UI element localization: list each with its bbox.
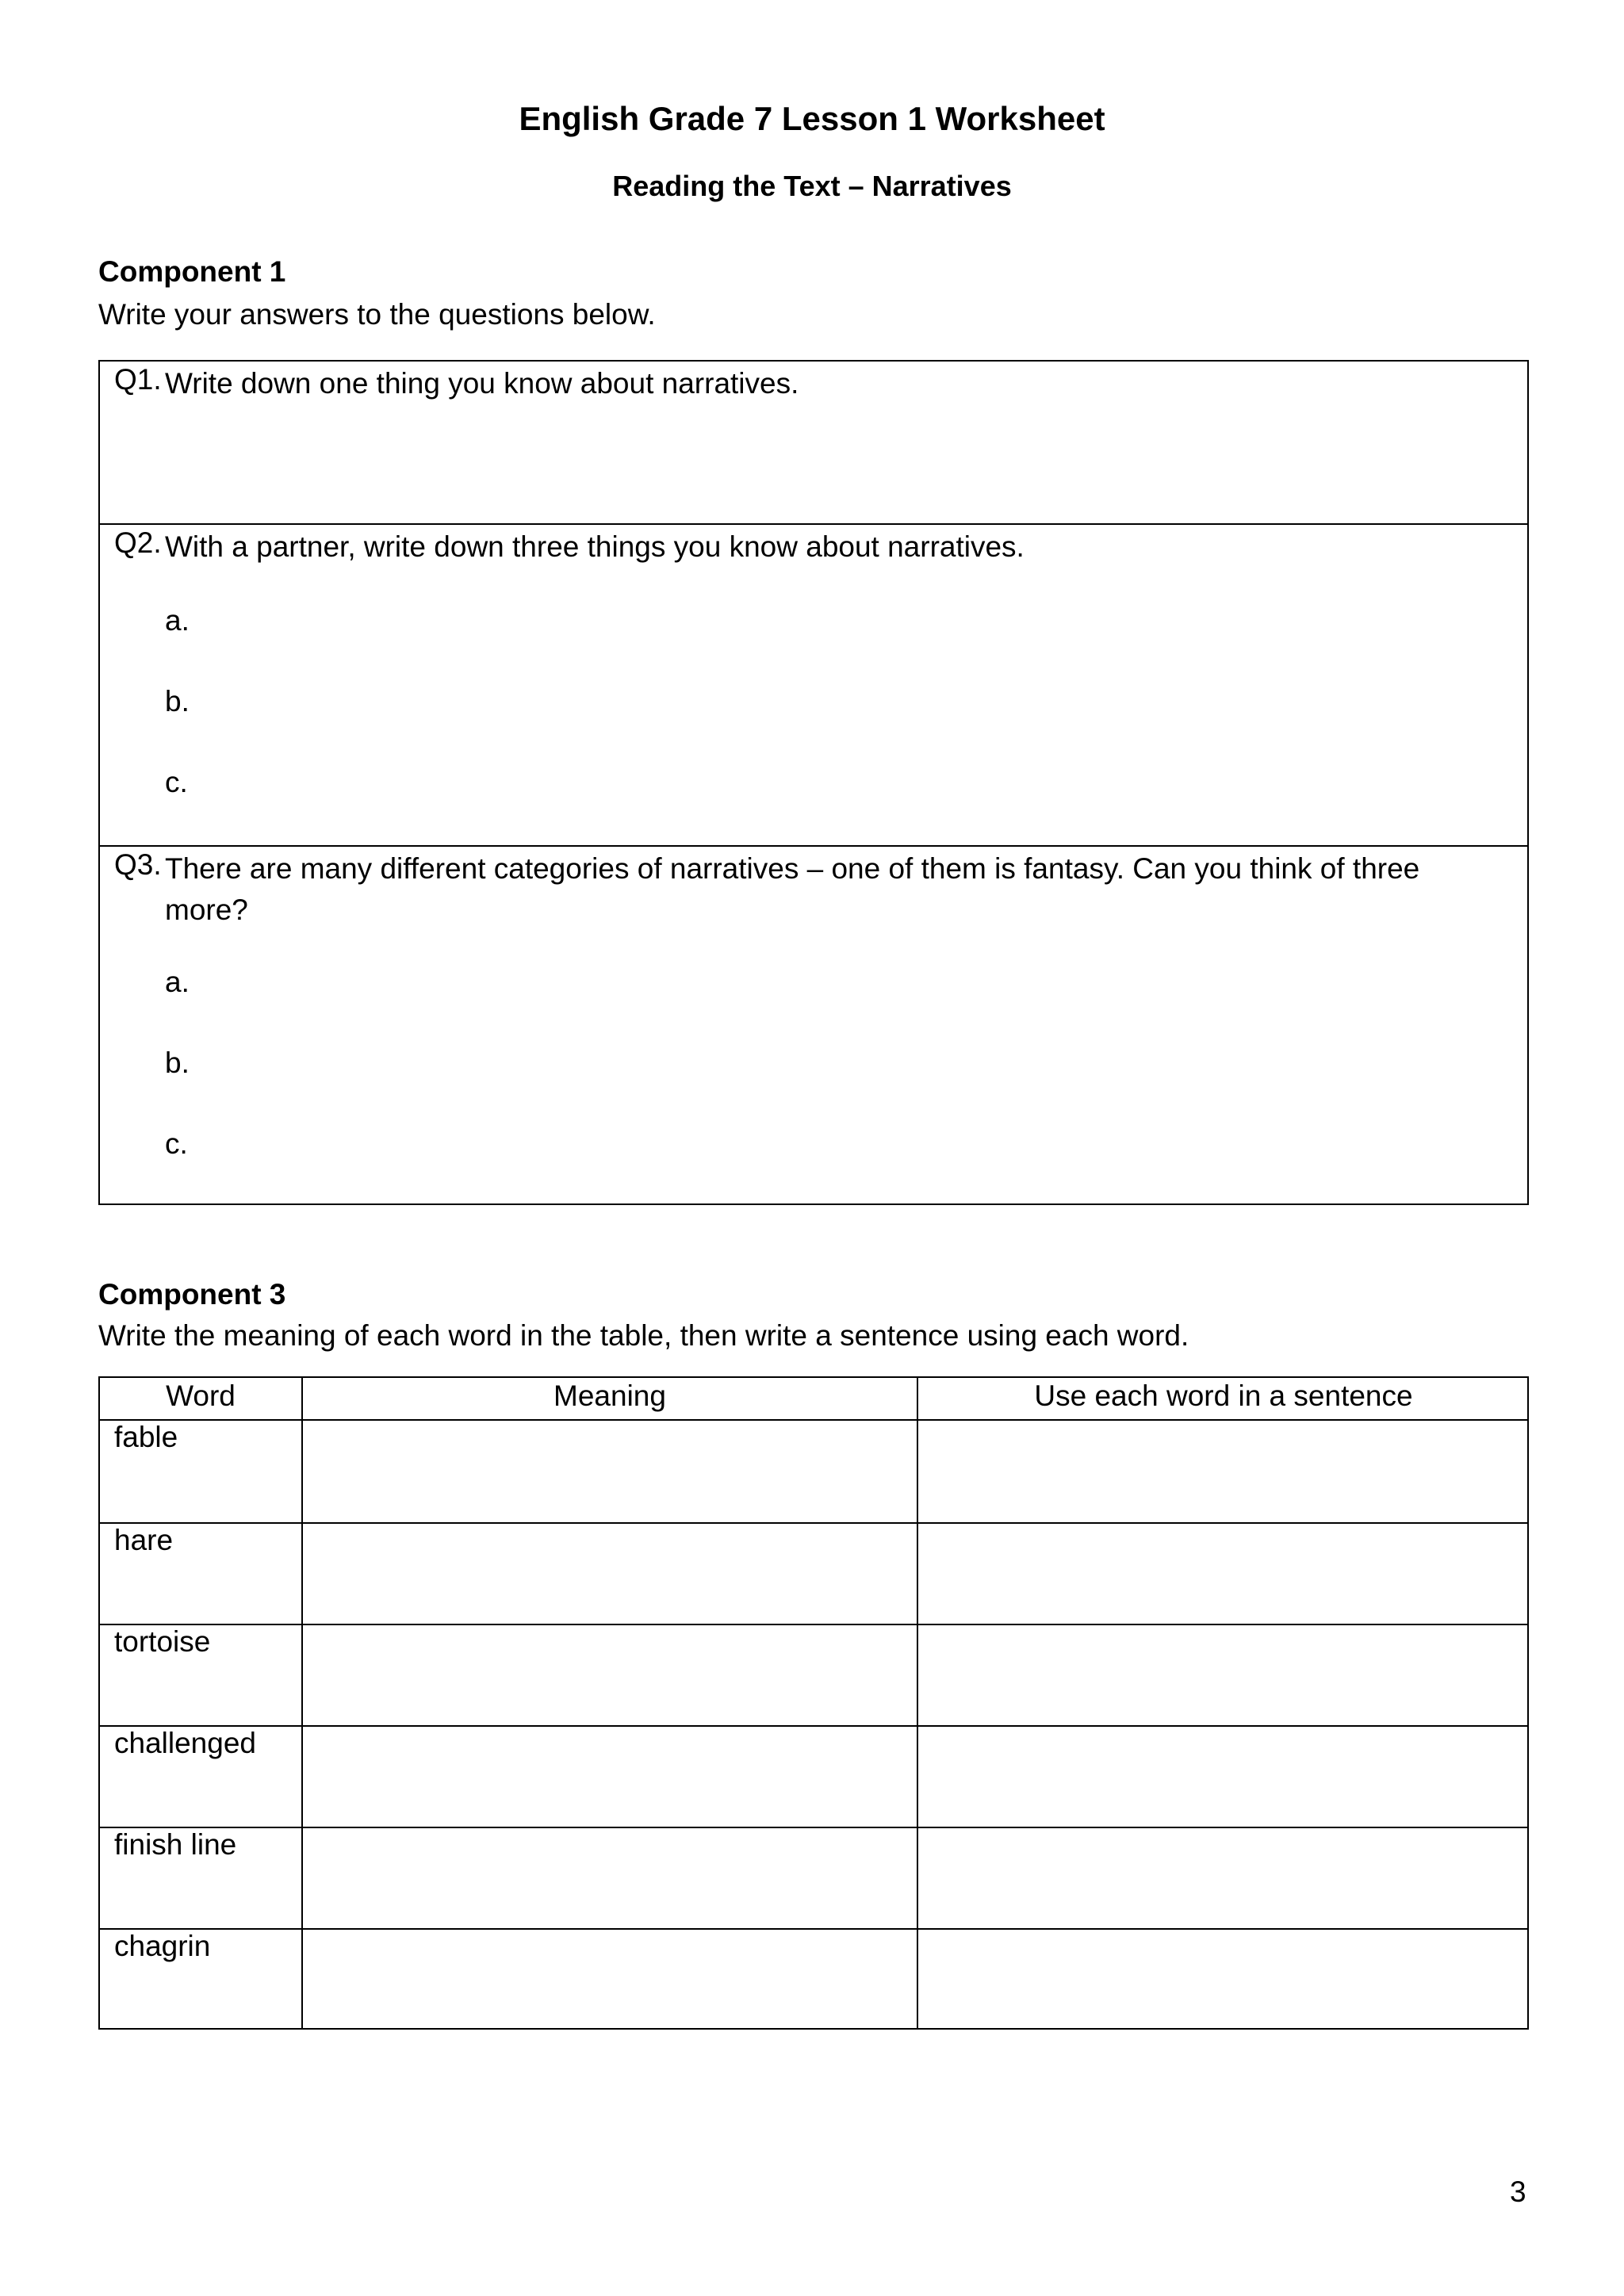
column-divider <box>301 1378 303 2028</box>
row-divider <box>100 1522 1527 1524</box>
answer-option-b: b. <box>165 685 190 718</box>
column-header-word: Word <box>166 1380 236 1412</box>
component-1-instruction: Write your answers to the questions below. <box>98 298 656 331</box>
row-divider <box>100 1624 1527 1625</box>
answer-option-a: a. <box>165 966 190 998</box>
column-header-sentence: Use each word in a sentence <box>1034 1380 1413 1412</box>
question-3-cell[interactable] <box>100 845 1527 1205</box>
answer-option-c: c. <box>165 766 188 798</box>
question-text: There are many different categories of narratives – one of them is fantasy. Can you think of three more? <box>165 852 1420 926</box>
row-divider <box>100 1725 1527 1727</box>
component-3-instruction: Write the meaning of each word in the table, then write a sentence using each word. <box>98 1319 1189 1352</box>
table-row-word: fable <box>114 1421 178 1453</box>
page-number: 3 <box>1510 2175 1526 2208</box>
vocabulary-table <box>98 1376 1529 2030</box>
column-header-meaning: Meaning <box>553 1380 666 1412</box>
question-2-cell[interactable] <box>100 523 1527 845</box>
table-row-word: chagrin <box>114 1930 211 1962</box>
page-subtitle: Reading the Text – Narratives <box>612 170 1012 202</box>
question-text: Write down one thing you know about narratives. <box>165 367 799 400</box>
question-label: Q2. <box>114 526 162 559</box>
table-row-word: hare <box>114 1524 174 1556</box>
answer-option-a: a. <box>165 604 190 637</box>
answer-option-b: b. <box>165 1047 190 1079</box>
table-row-word: tortoise <box>114 1625 211 1658</box>
row-divider <box>100 1827 1527 1828</box>
column-divider <box>917 1378 918 2028</box>
table-row-word: challenged <box>114 1727 256 1759</box>
page-title: English Grade 7 Lesson 1 Worksheet <box>519 100 1105 137</box>
component-3-heading: Component 3 <box>98 1278 286 1311</box>
question-label: Q3. <box>114 848 162 881</box>
row-divider <box>100 1419 1527 1421</box>
row-divider <box>100 1928 1527 1930</box>
answer-option-c: c. <box>165 1127 188 1160</box>
table-row-word: finish line <box>114 1828 237 1861</box>
question-1-cell[interactable] <box>100 362 1527 523</box>
questions-box <box>98 360 1529 1205</box>
component-1-heading: Component 1 <box>98 255 286 288</box>
question-text: With a partner, write down three things you know about narratives. <box>165 530 1025 563</box>
question-label: Q1. <box>114 363 162 396</box>
